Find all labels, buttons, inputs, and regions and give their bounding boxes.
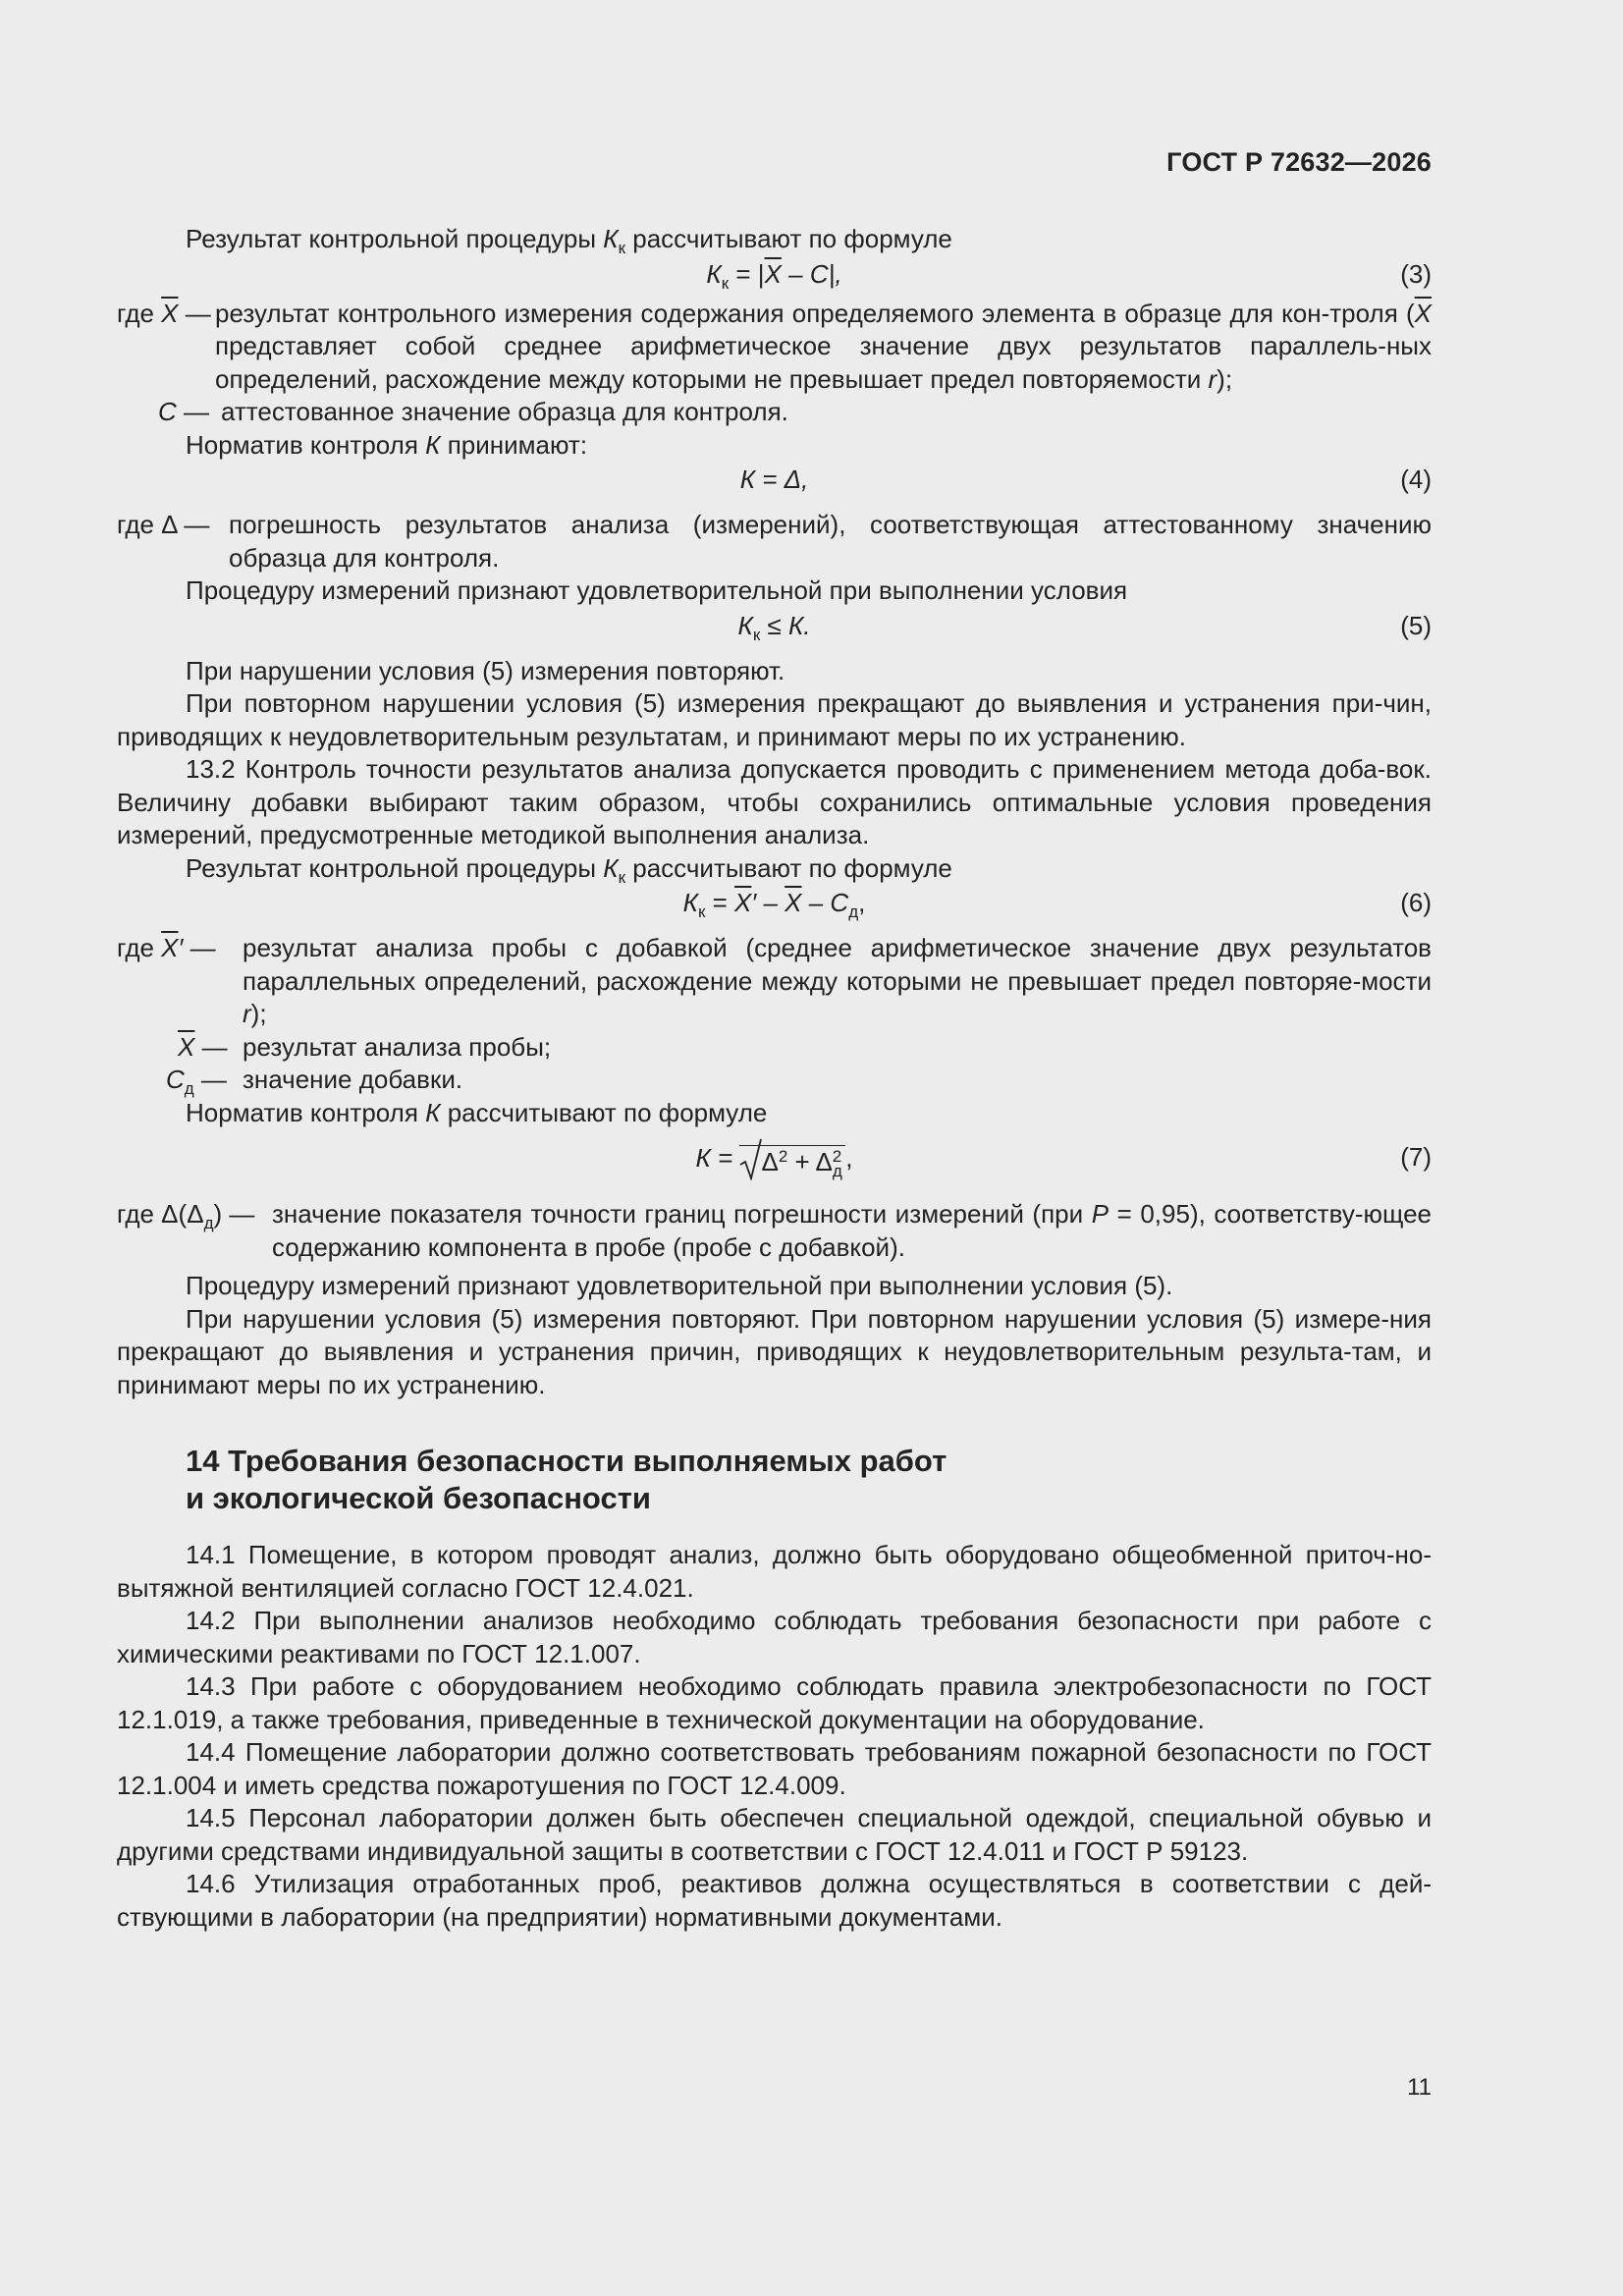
formula-7: К = $\Delta^2 + \Delta_д^2$ , (7) — [117, 1129, 1432, 1192]
section-item: 14.4 Помещение лаборатории должно соответствовать требованиям пожарной безопасности по ГОСТ 12.1.004 и иметь средства пожаротушения по ГОСТ 12.4.009. — [117, 1737, 1432, 1800]
formula-number: (4) — [1400, 465, 1432, 494]
definition-delta-d: где $\Delta(\Delta_д)$ — значение показателя точности границ погрешности измерений (при P = 0,95), соответству-ющее содержанию компонента в пробе (пробе с добавкой). — [117, 1199, 1432, 1262]
square-root: $\Delta^2 + \Delta_д^2$ — [739, 1141, 845, 1179]
formula-number: (5) — [1400, 610, 1432, 640]
page-number: 11 — [1407, 2074, 1432, 2101]
formula-6: $К_к = \overline{X}' - \overline{X} - C_д$, (6) — [682, 888, 1432, 921]
formula-number: (7) — [1400, 1142, 1432, 1172]
paragraph: При повторном нарушении условия (5) измерения прекращают до выявления и устранения при-чин, приводящих к неудовлетворительным результатам, и принимают меры по их устранению. — [117, 688, 1432, 751]
paragraph: При нарушении условия (5) измерения повторяют. — [186, 655, 785, 685]
section-item: 14.5 Персонал лаборатории должен быть обеспечен специальной одеждой, специальной обувью и другими средствами индивидуальной защиты в соответствии с ГОСТ 12.4.011 и ГОСТ Р 59123. — [117, 1803, 1432, 1866]
definition-x-prime: где $\overline{X}'$ — результат анализа пробы с добавкой (среднее арифметическое значение двух результатов параллельных определений, расхождение между которыми не превышает предел повторяе-мости r); — [117, 933, 1432, 1028]
paragraph: Результат контрольной процедуры $К_к$ рассчитывают по формуле — [186, 224, 952, 257]
formula-4: К = Δ, (4) — [117, 462, 1432, 503]
formula-3: $К_к = |\overline{X} - C|$, (3) — [706, 258, 1432, 293]
paragraph: При нарушении условия (5) измерения повторяют. При повторном нарушении условия (5) измере-ния прекращают до выявления и устранения причин, приводящих к неудовлетворительным результа-там, и принимают меры по их устранению. — [117, 1303, 1432, 1399]
section-item: 14.2 При выполнении анализов необходимо соблюдать требования безопасности при работе с химическими реактивами по ГОСТ 12.1.007. — [117, 1606, 1432, 1668]
formula-5: $К_к \le К$. (5) — [737, 610, 1432, 644]
paragraph: Процедуру измерений признают удовлетворительной при выполнении условия (5). — [186, 1271, 1173, 1300]
section-heading: 14 Требования безопасности выполняемых работ и экологической безопасности — [186, 1444, 947, 1515]
formula-number: (6) — [1400, 888, 1432, 917]
section-item: 14.1 Помещение, в котором проводят анализ, должно быть оборудовано общеобменной приточ-но-вытяжной вентиляцией согласно ГОСТ 12.4.021. — [117, 1540, 1432, 1603]
paragraph: Норматив контроля К принимают: — [186, 429, 588, 460]
definition-c: C — аттестованное значение образца для контроля. — [158, 397, 788, 426]
page-content — [117, 223, 1432, 1934]
section-item: 14.3 При работе с оборудованием необходимо соблюдать правила электробезопасности по ГОСТ 12.1.019, а также требования, приведенные в технической документации на оборудование. — [117, 1671, 1432, 1734]
definition-delta: где Δ — погрешность результатов анализа (измерений), соответствующая аттестованному значению образца для контроля. — [117, 510, 1432, 573]
definition-c-additive: $C_д$ — значение добавки. — [166, 1065, 463, 1098]
paragraph: Процедуру измерений признают удовлетворительной при выполнении условия — [186, 575, 1128, 605]
paragraph: 13.2 Контроль точности результатов анализа допускается проводить с применением метода доба-вок. Величину добавки выбирают таким образом, чтобы сохранились оптимальные условия проведения измерений, предусмотренные методикой выполнения анализа. — [117, 754, 1432, 849]
formula-number: (3) — [1400, 258, 1432, 289]
document-number: ГОСТ Р 72632—2026 — [1166, 147, 1432, 177]
definition-x: где $\overline{X}$ — результат контрольного измерения содержания определяемого элемента в образце для кон-троля ($\overline{X}$ представляет собой среднее арифметическое значение двух результатов параллель-ных определений, расхождение между которыми не превышает предел повторяемости r); — [117, 298, 1432, 394]
section-item: 14.6 Утилизация отработанных проб, реактивов должна осуществляться в соответствии с дей-ствующими в лаборатории (на предприятии) нормативными документами. — [117, 1869, 1432, 1932]
definition-x-sample: $\overline{X}$ — результат анализа пробы; — [178, 1031, 552, 1062]
paragraph: Результат контрольной процедуры $К_к$ рассчитывают по формуле — [186, 852, 952, 887]
paragraph: Норматив контроля К рассчитывают по формуле — [186, 1097, 768, 1127]
